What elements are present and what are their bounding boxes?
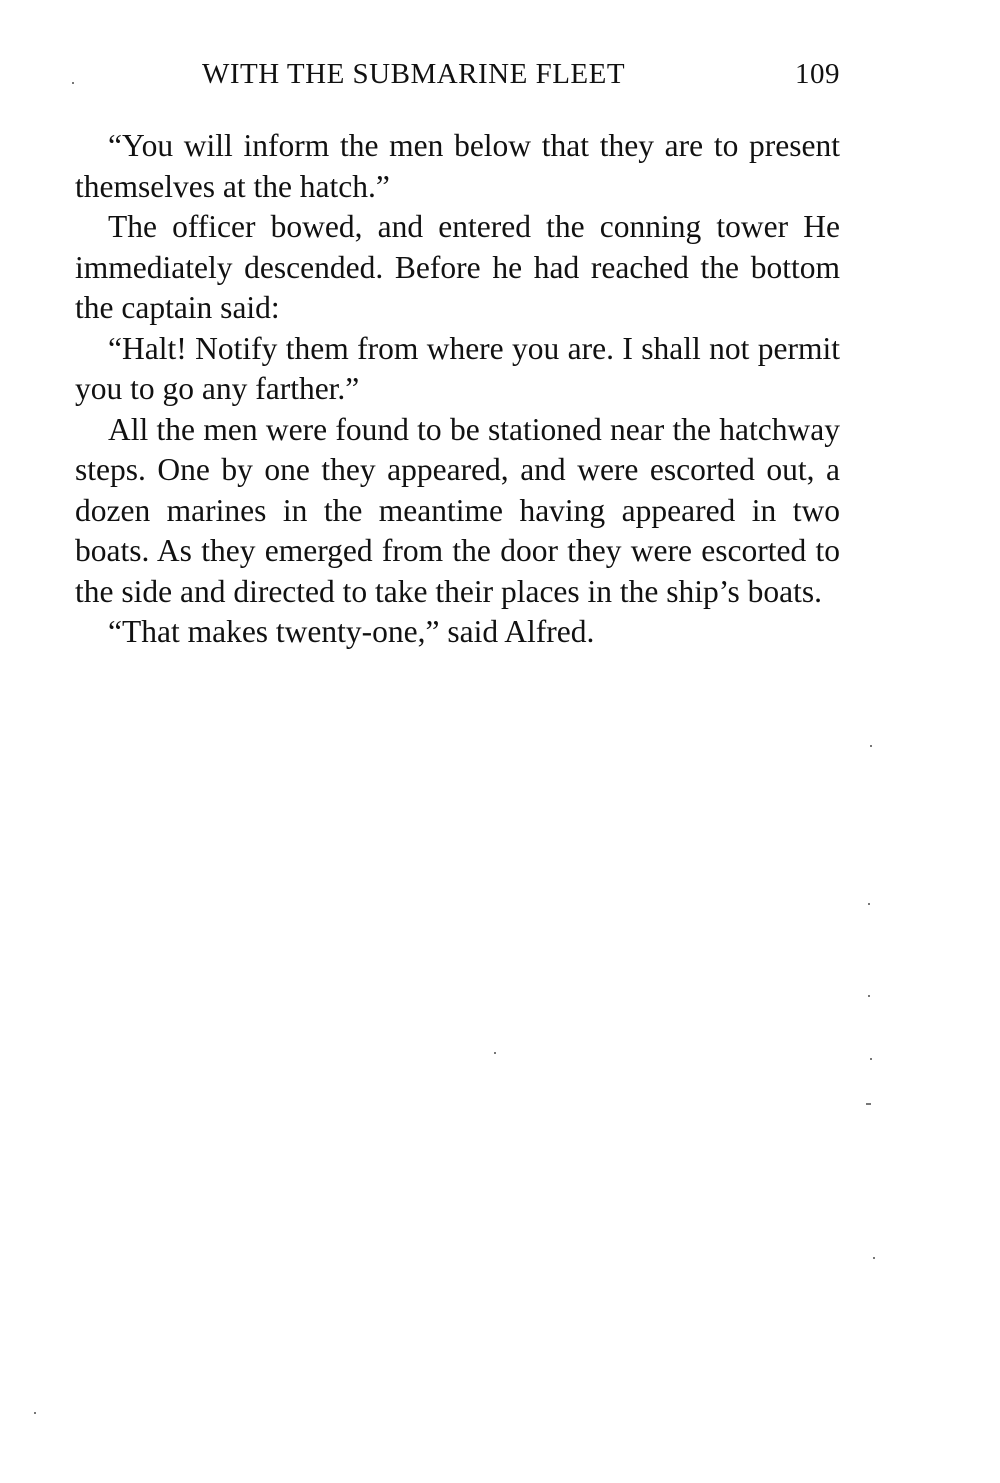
scan-speck bbox=[34, 1412, 36, 1414]
running-title: WITH THE SUBMARINE FLEET bbox=[202, 58, 626, 90]
scan-speck bbox=[873, 1257, 875, 1259]
scan-speck bbox=[868, 995, 870, 997]
paragraph-1: “You will inform the men below that they are to present themselves at the hatch.” bbox=[75, 128, 840, 204]
paragraph-3: “Halt! Notify them from where you are. I shall not permit you to go any farther.” bbox=[75, 330, 840, 406]
running-head bbox=[75, 58, 840, 98]
paragraph-2: The officer bowed, and entered the conning tower He immediately descended. Before he had reached the bottom the captain said: bbox=[75, 209, 840, 325]
scan-speck bbox=[866, 1103, 871, 1105]
scan-speck bbox=[870, 1058, 872, 1060]
scan-speck bbox=[870, 745, 872, 747]
body-text bbox=[75, 126, 840, 653]
scan-speck bbox=[72, 82, 74, 84]
scan-speck bbox=[868, 903, 870, 905]
paragraph-4: All the men were found to be stationed near the hatchway steps. One by one they appeared, and were escorted out, a dozen marines in the meantime having appeared in two boats. As they emerged from the door they were escorted to the side and directed to take their places in the ship’s boats. bbox=[75, 411, 840, 609]
paragraph-5: “That makes twenty-one,” said Alfred. bbox=[108, 614, 595, 649]
page-number: 109 bbox=[795, 58, 840, 90]
scan-speck bbox=[494, 1052, 496, 1054]
